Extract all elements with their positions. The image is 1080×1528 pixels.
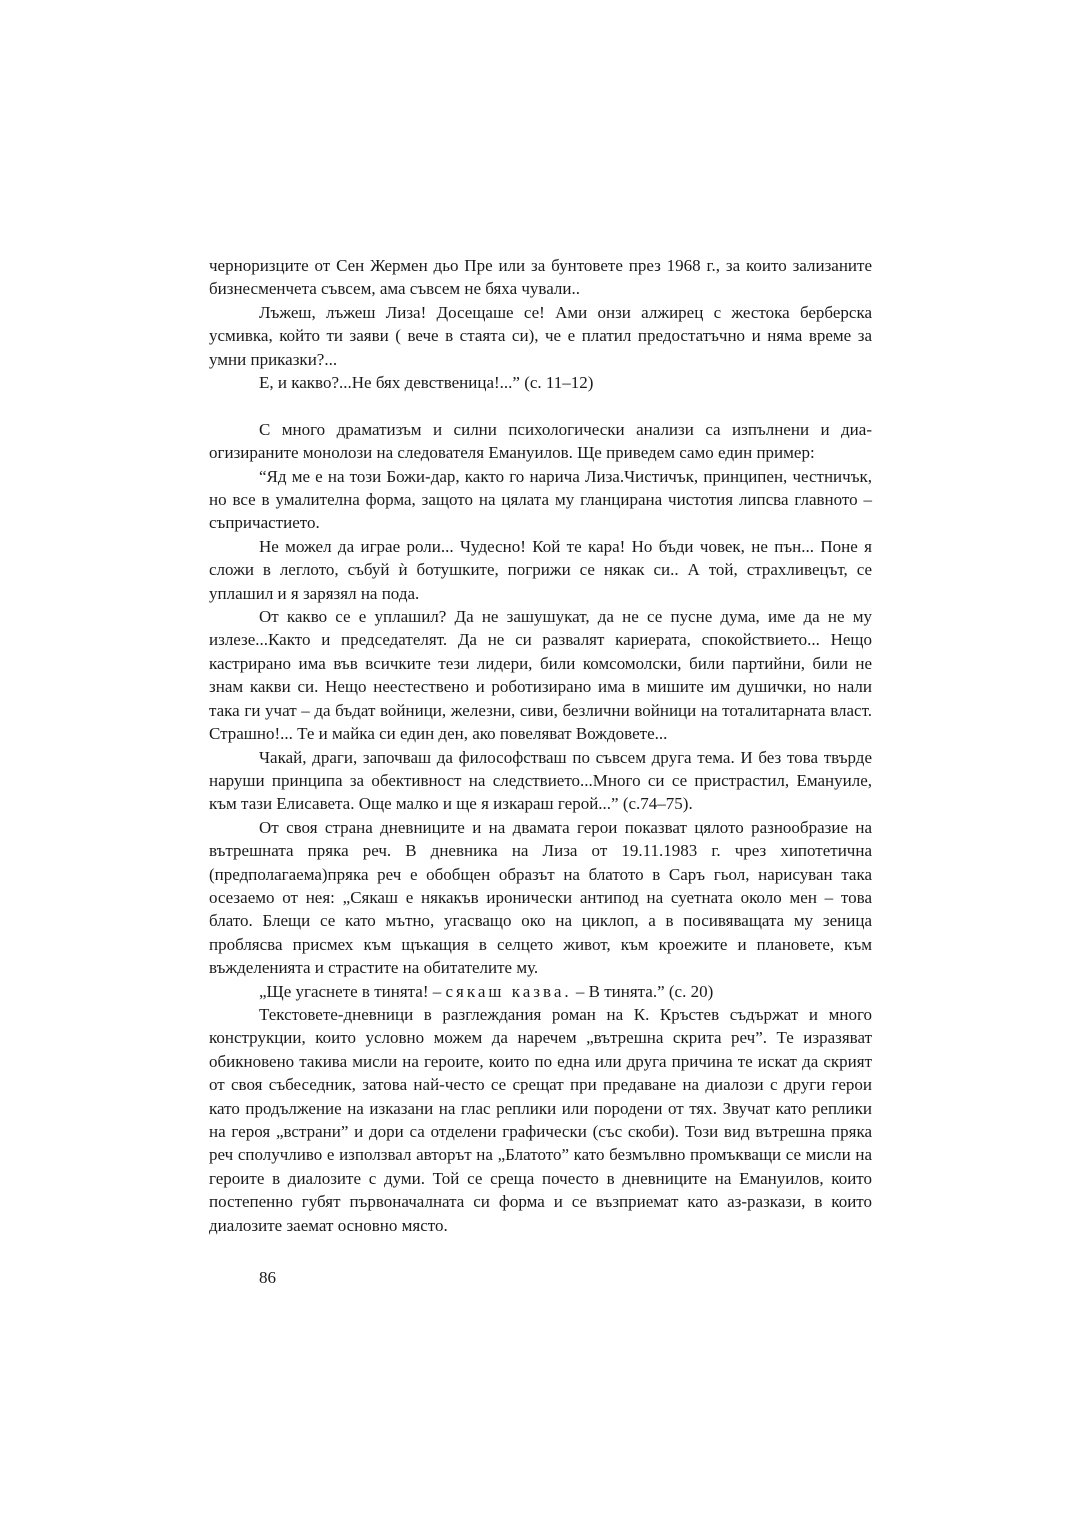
paragraph-quote-1: Лъжеш, лъжеш Лиза! Досещаше се! Ами онзи алжирец с жестока берберска усмивка, който ти заяви ( вече в стаята си), че е платил предостатъчно и няма време за умни приказки?...	[209, 302, 872, 369]
paragraph-quote-7	[209, 980, 872, 1003]
paragraph-continuation: черноризците от Сен Жермен дьо Пре или за бунтовете през 1968 г., за които зализаните бизнесменчета съвсем, ама съвсем не бяха чували..	[209, 256, 872, 299]
paragraph-gap	[209, 394, 872, 417]
paragraph-hidden-speech: Текстовете-дневници в разглеждания роман на К. Кръстев съдържат и много конструкции, които условно можем да наречем „вътрешна скрита реч”. Те изразяват обикновено такива мисли на героите, които по една или друга причина те искат да скрият от своя събеседник, затова най-често се срещат при предаване на диалози с други герои като продължение на изказани на глас реплики или породени от тях. Звучат като реплики на героя „встрани” и дори са отделени графически (със скоби). Този вид вътрешна пряка реч сполучливо е използвал авторът на „Блатото” като безмълвно промъкващи се мисли на героите в диалозите с думи. Той се среща почесто в дневниците на Емануилов, които постепенно губят първоначалната си форма и се възприемат като аз-разкази, в които диалозите заемат основно място.	[209, 1004, 872, 1235]
paragraph-quote-6: Чакай, драги, започваш да философстваш по съвсем друга тема. И без това твърде наруши принципа за обективност на следствието...Много си се пристрастил, Емануиле, към тази Елисавета. Още малко и ще я изкараш герой...” (с.74–75).	[209, 747, 872, 814]
paragraph-quote-3: “Яд ме е на този Божи-дар, както го нарича Лиза.Чистичък, принципен, честничък, но все в умалителна форма, защото на цялата му гланцирана чистотия липсва главното – съпричастието.	[209, 466, 872, 533]
paragraph-quote-4: Не можел да играе роли... Чудесно! Кой те кара! Но бъди човек, не пън... Поне я сложи в леглото, събуй ѝ ботушките, погрижи се някак си.. А той, страхливецът, се уплашил и я зарязял на пода.	[209, 536, 872, 603]
paragraph-quote-5: От какво се е уплашил? Да не зашушукат, да не се пусне дума, име да не му излезе...Както и председателят. Да не си развалят кариерата, спокойствието... Нещо кастрирано има във всичките тези лидери, били комсомолски, били партийни, били не знам какви си. Нещо неестествено и роботизирано има в мишите им душички, но нали така ги учат – да бъдат войници, железни, сиви, безлични войници на тоталитарната власт. Страшно!... Те и майка си един ден, ако повеляват Вождовете...	[209, 607, 872, 744]
body-text	[209, 254, 872, 1237]
quote-part-2: – В тинята.” (с. 20)	[571, 981, 714, 1001]
quote-spaced-words: сякаш казва.	[445, 981, 572, 1001]
paragraph-intro: С много драматизъм и силни психологически анализи са изпълнени и диаогизираните монолози на следователя Емануилов. Ще приведем само един пример:	[209, 419, 872, 463]
page-number: 86	[259, 1268, 276, 1287]
quote-part-1: „Ще угаснете в тинята! –	[259, 981, 446, 1001]
paragraph-quote-2: Е, и какво?...Не бях девственица!...” (с. 11–12)	[259, 373, 594, 393]
paragraph-diaries: От своя страна дневниците и на двамата герои показват цялото разнообразие на вътрешната пряка реч. В дневника на Лиза от 19.11.1983 г. чрез хипотетична (предполагаема)пряка реч е обобщен образът на блатото в Саръ гьол, нарисуван така осезаемо от нея: „Сякаш е някакъв иронически антипод на суетната около мен – това блато. Блещи се като мътно, угасващо око на циклоп, а в посивяващата му зеница проблясва присмех към щъкащия в селцето живот, към кроежите и плановете, към въжделенията и страстите на обитателите му.	[209, 817, 872, 978]
